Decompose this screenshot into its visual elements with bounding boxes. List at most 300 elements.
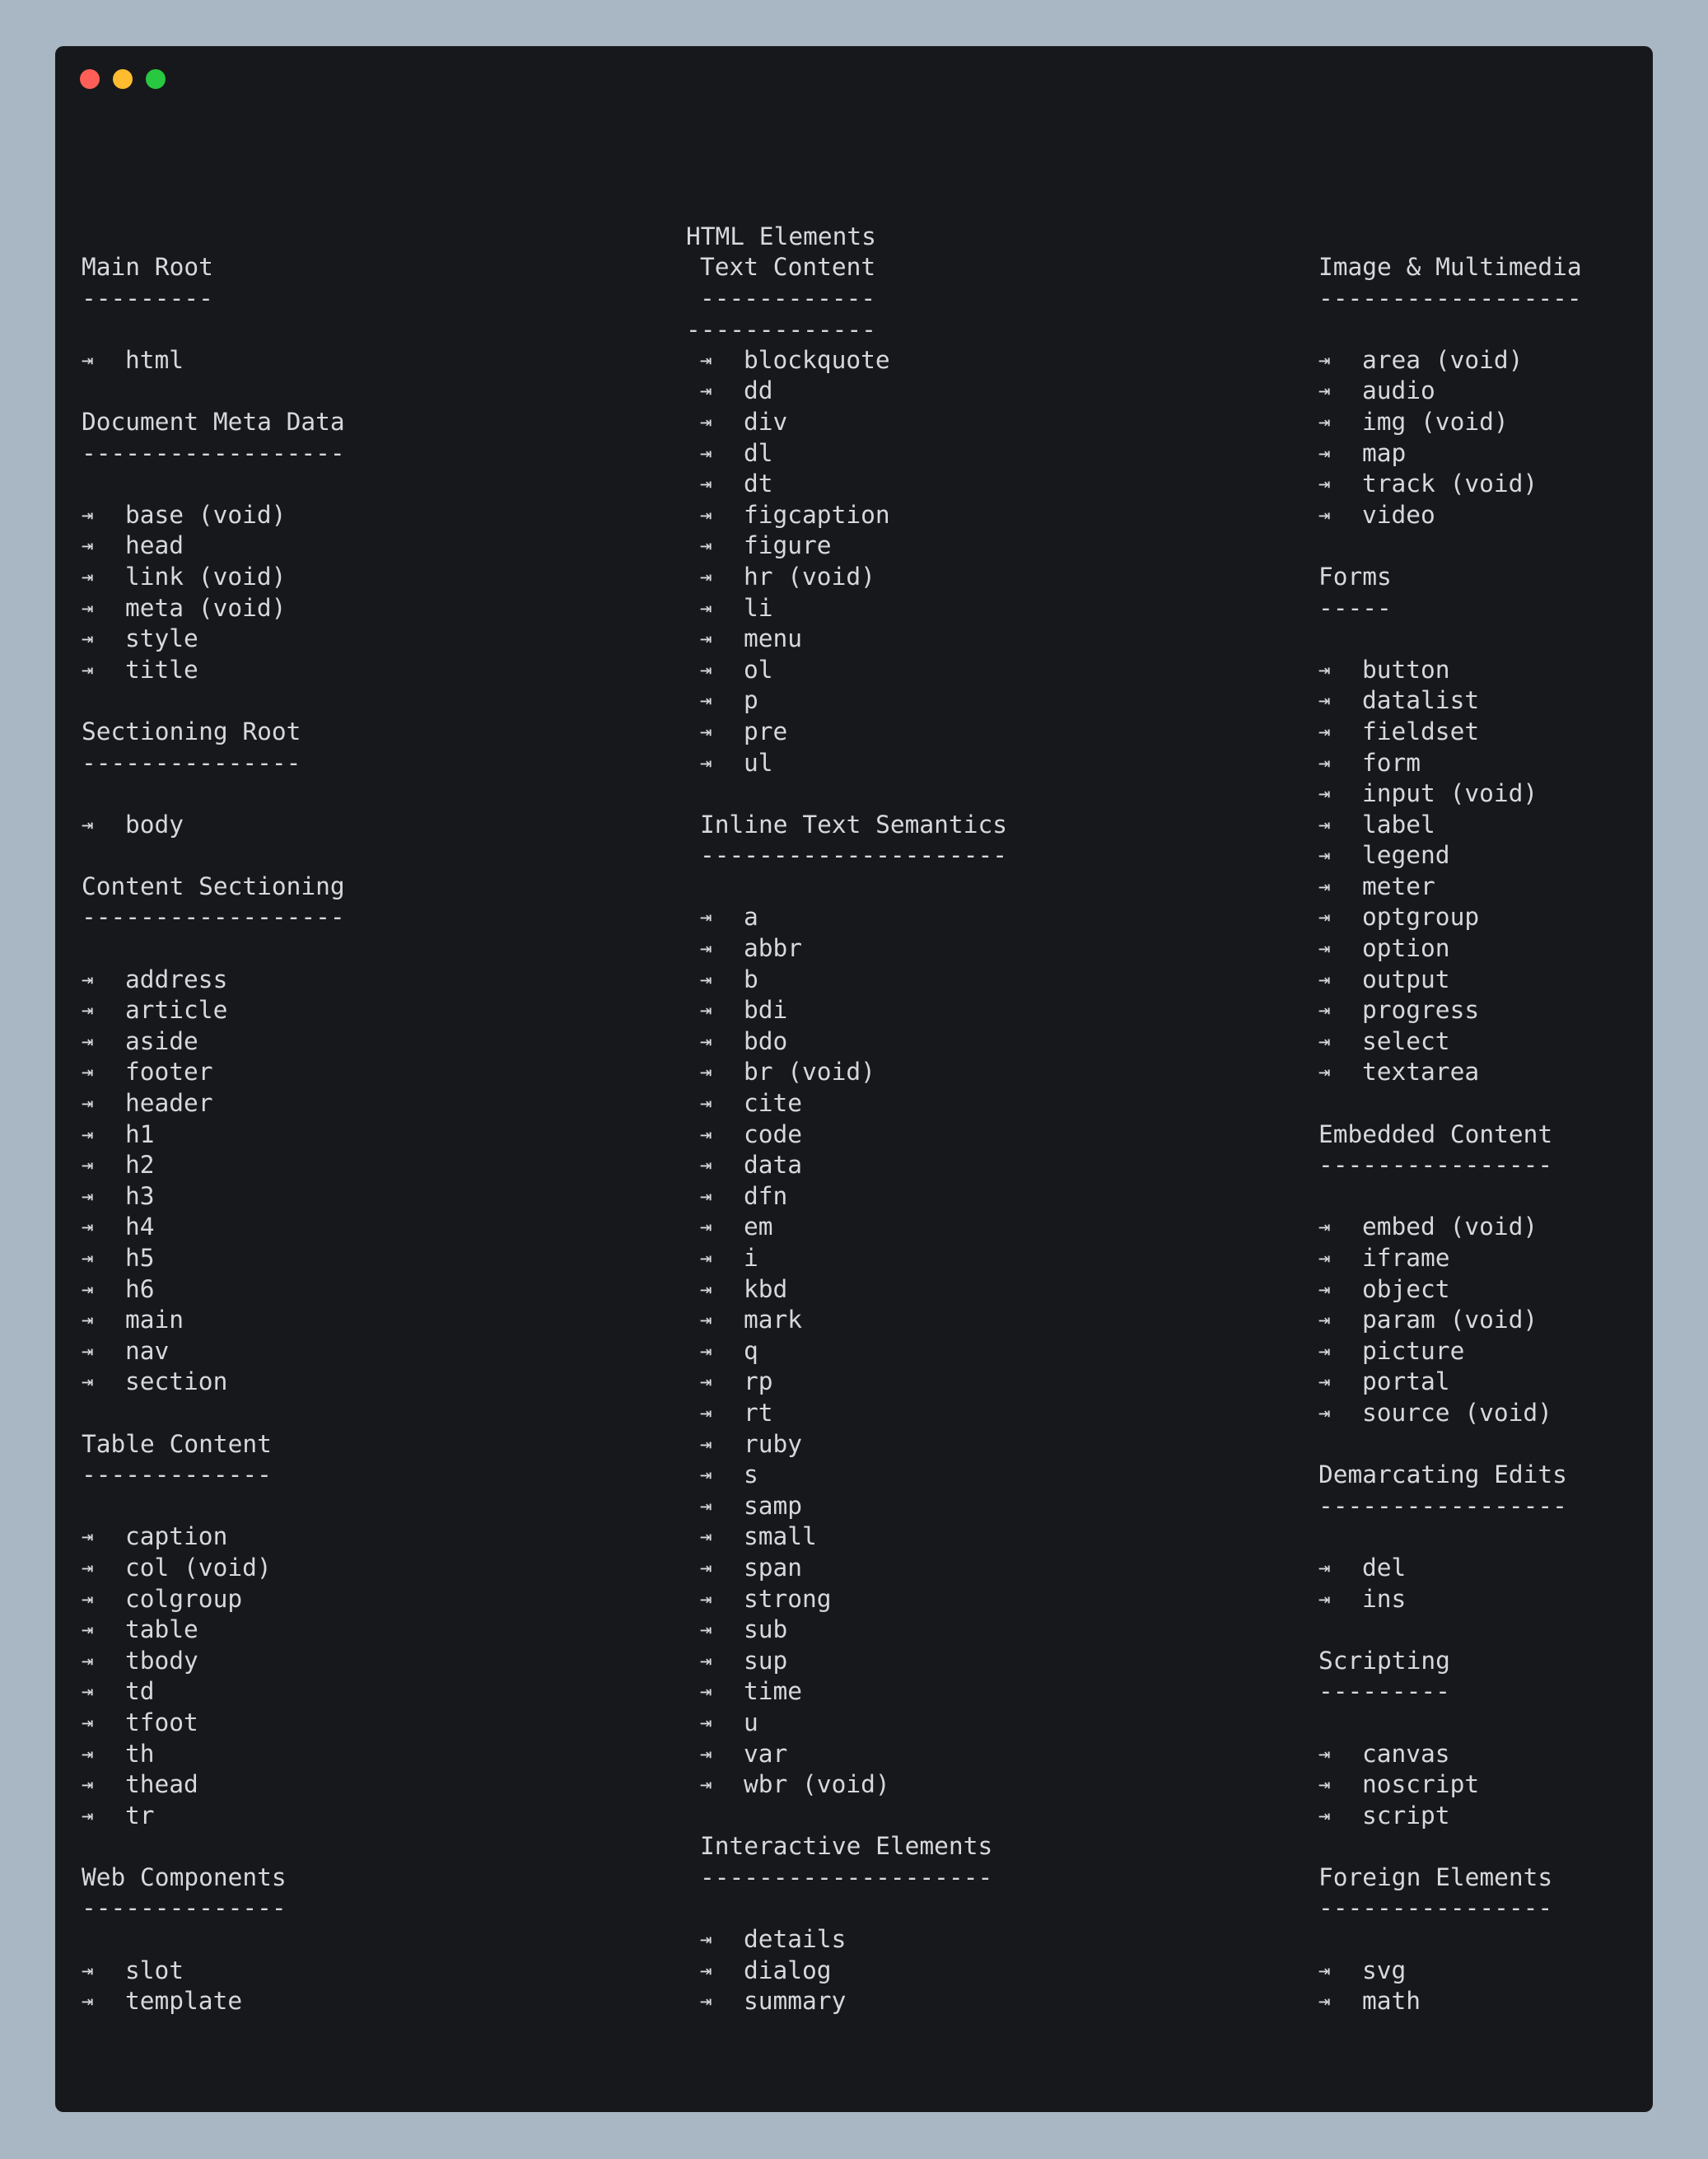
- element-name: i: [744, 1244, 758, 1272]
- list-item: [82, 1646, 345, 1677]
- tab-arrow-icon: ⇥: [82, 1618, 94, 1642]
- list-item: [1318, 1057, 1582, 1088]
- element-name: html: [125, 345, 184, 374]
- list-item: [82, 655, 345, 686]
- tab-arrow-icon: ⇥: [700, 1555, 712, 1579]
- list-item: [82, 1986, 345, 2017]
- tab-arrow-icon: ⇥: [700, 1308, 712, 1332]
- list-item: [700, 1646, 1007, 1677]
- element-name: li: [744, 593, 773, 622]
- tab-arrow-icon: ⇥: [700, 1246, 712, 1269]
- tab-arrow-icon: ⇥: [1318, 348, 1331, 372]
- element-name: rp: [744, 1367, 773, 1396]
- element-name: dfn: [744, 1181, 788, 1210]
- list-item: [82, 1676, 345, 1708]
- group-heading: Document Meta Data: [82, 407, 345, 436]
- list-item: [82, 1708, 345, 1739]
- tab-arrow-icon: ⇥: [1318, 719, 1331, 743]
- list-item: [700, 1460, 1007, 1491]
- tab-arrow-icon: ⇥: [700, 379, 712, 403]
- list-item: [1318, 1212, 1582, 1243]
- list-item: [1318, 1243, 1582, 1274]
- element-name: pre: [744, 717, 788, 745]
- list-item: [82, 1274, 345, 1306]
- element-name: title: [125, 655, 198, 684]
- list-item: [1318, 1367, 1582, 1398]
- tab-arrow-icon: ⇥: [1318, 1989, 1331, 2013]
- tab-arrow-icon: ⇥: [1318, 1741, 1331, 1765]
- tab-arrow-icon: ⇥: [700, 1587, 712, 1610]
- column-3: [1318, 252, 1582, 2048]
- list-item: [1318, 376, 1582, 407]
- list-item: [82, 1801, 345, 1832]
- group-heading-rule: --------------------: [700, 1862, 993, 1891]
- tab-arrow-icon: ⇥: [1318, 750, 1331, 774]
- tab-arrow-icon: ⇥: [1318, 844, 1331, 867]
- element-name: q: [744, 1336, 758, 1365]
- element-name: map: [1362, 438, 1407, 467]
- element-group: [700, 810, 1007, 1801]
- element-name: rt: [744, 1398, 773, 1427]
- element-name: h4: [125, 1213, 155, 1241]
- list-item: [1318, 965, 1582, 996]
- tab-arrow-icon: ⇥: [700, 998, 712, 1022]
- list-item: [1318, 1769, 1582, 1801]
- element-name: dd: [744, 376, 773, 405]
- tab-arrow-icon: ⇥: [82, 348, 94, 372]
- list-item: [1318, 469, 1582, 500]
- element-name: s: [744, 1460, 758, 1489]
- tab-arrow-icon: ⇥: [700, 1339, 712, 1362]
- list-item: [700, 345, 1007, 376]
- list-item: [700, 655, 1007, 686]
- element-group: [1318, 1460, 1582, 1615]
- list-item: [700, 1181, 1007, 1213]
- list-item: [700, 562, 1007, 593]
- tab-arrow-icon: ⇥: [82, 1680, 94, 1703]
- tab-arrow-icon: ⇥: [700, 472, 712, 496]
- column-1: [82, 252, 345, 2048]
- list-item: [82, 1956, 345, 1987]
- tab-arrow-icon: ⇥: [700, 441, 712, 465]
- tab-arrow-icon: ⇥: [700, 1060, 712, 1084]
- list-item: [82, 1181, 345, 1213]
- tab-arrow-icon: ⇥: [82, 1587, 94, 1610]
- list-item: [82, 624, 345, 655]
- element-group: [82, 872, 345, 1398]
- element-name: td: [125, 1677, 155, 1706]
- list-item: [1318, 1801, 1582, 1832]
- tab-arrow-icon: ⇥: [1318, 1555, 1331, 1579]
- element-name: section: [125, 1367, 228, 1396]
- tab-arrow-icon: ⇥: [700, 348, 712, 372]
- list-item: [700, 1336, 1007, 1367]
- tab-arrow-icon: ⇥: [82, 1091, 94, 1115]
- element-group: [700, 1831, 1007, 2017]
- spacer: [1318, 624, 1582, 655]
- list-item: [700, 1119, 1007, 1151]
- list-item: [700, 624, 1007, 655]
- element-name: output: [1362, 965, 1450, 993]
- element-name: ol: [744, 655, 773, 684]
- list-item: [700, 1274, 1007, 1306]
- element-name: ruby: [744, 1429, 803, 1458]
- list-item: [82, 1521, 345, 1553]
- element-name: bdi: [744, 996, 788, 1025]
- element-group: [1318, 252, 1582, 530]
- list-item: [700, 933, 1007, 965]
- list-item: [82, 593, 345, 624]
- element-name: footer: [125, 1058, 213, 1087]
- zoom-button[interactable]: [146, 69, 166, 89]
- element-name: menu: [744, 624, 803, 653]
- tab-arrow-icon: ⇥: [82, 1958, 94, 1982]
- list-item: [82, 1584, 345, 1615]
- close-button[interactable]: [80, 69, 100, 89]
- element-name: a: [744, 903, 758, 932]
- element-name: noscript: [1362, 1770, 1480, 1799]
- tab-arrow-icon: ⇥: [700, 937, 712, 960]
- list-item: [700, 1429, 1007, 1460]
- element-name: head: [125, 531, 184, 560]
- list-item: [82, 1769, 345, 1801]
- element-name: datalist: [1362, 686, 1480, 715]
- tab-arrow-icon: ⇥: [700, 409, 712, 433]
- list-item: [1318, 1986, 1582, 2017]
- list-item: [82, 1212, 345, 1243]
- tab-arrow-icon: ⇥: [82, 1741, 94, 1765]
- tab-arrow-icon: ⇥: [700, 1184, 712, 1208]
- tab-arrow-icon: ⇥: [700, 534, 712, 558]
- list-item: [82, 1088, 345, 1119]
- tab-arrow-icon: ⇥: [700, 905, 712, 929]
- tab-arrow-icon: ⇥: [700, 1463, 712, 1487]
- list-item: [82, 1119, 345, 1151]
- group-heading: Forms: [1318, 562, 1392, 591]
- element-name: abbr: [744, 934, 803, 963]
- list-item: [1318, 872, 1582, 903]
- element-name: source (void): [1362, 1398, 1552, 1427]
- group-heading: Inline Text Semantics: [700, 810, 1007, 839]
- element-group: [82, 1862, 345, 2017]
- list-item: [1318, 717, 1582, 748]
- list-item: [700, 685, 1007, 717]
- tab-arrow-icon: ⇥: [1318, 782, 1331, 806]
- list-item: [82, 1553, 345, 1584]
- group-heading-rule: ---------: [1318, 1677, 1450, 1706]
- list-item: [82, 965, 345, 996]
- tab-arrow-icon: ⇥: [1318, 1246, 1331, 1269]
- list-item: [700, 1769, 1007, 1801]
- element-name: nav: [125, 1336, 170, 1365]
- element-name: template: [125, 1987, 243, 2016]
- spacer: [700, 1893, 1007, 1924]
- element-name: body: [125, 810, 184, 839]
- list-item: [700, 1956, 1007, 1987]
- element-name: article: [125, 996, 228, 1025]
- list-item: [700, 1398, 1007, 1429]
- element-name: ul: [744, 748, 773, 777]
- list-item: [1318, 685, 1582, 717]
- tab-arrow-icon: ⇥: [700, 750, 712, 774]
- element-name: math: [1362, 1987, 1421, 2016]
- group-heading: Demarcating Edits: [1318, 1460, 1567, 1489]
- element-name: b: [744, 965, 758, 993]
- element-name: span: [744, 1553, 803, 1582]
- group-heading: Content Sectioning: [82, 872, 345, 900]
- element-name: base (void): [125, 500, 287, 529]
- tab-arrow-icon: ⇥: [82, 812, 94, 836]
- list-item: [1318, 1305, 1582, 1336]
- group-heading-rule: ---------------------: [700, 841, 1007, 870]
- element-name: track (void): [1362, 470, 1538, 498]
- list-item: [1318, 1584, 1582, 1615]
- list-item: [1318, 1336, 1582, 1367]
- list-item: [1318, 1956, 1582, 1987]
- spacer: [1318, 1924, 1582, 1956]
- list-item: [82, 562, 345, 593]
- list-item: [700, 407, 1007, 438]
- element-name: area (void): [1362, 345, 1524, 374]
- list-item: [1318, 1398, 1582, 1429]
- element-name: dialog: [744, 1956, 832, 1984]
- list-item: [1318, 748, 1582, 779]
- list-item: [700, 438, 1007, 470]
- element-name: u: [744, 1708, 758, 1736]
- group-heading: Image & Multimedia: [1318, 253, 1582, 281]
- group-heading: Interactive Elements: [700, 1832, 993, 1861]
- list-item: [700, 748, 1007, 779]
- tab-arrow-icon: ⇥: [700, 1277, 712, 1301]
- tab-arrow-icon: ⇥: [82, 502, 94, 526]
- tab-arrow-icon: ⇥: [82, 1184, 94, 1208]
- tab-arrow-icon: ⇥: [82, 1555, 94, 1579]
- element-group: [82, 252, 345, 376]
- spacer: [1318, 1708, 1582, 1739]
- element-name: samp: [744, 1491, 803, 1520]
- element-name: object: [1362, 1274, 1450, 1303]
- group-heading-rule: ---------: [82, 283, 213, 312]
- list-item: [700, 995, 1007, 1026]
- tab-arrow-icon: ⇥: [82, 1370, 94, 1394]
- tab-arrow-icon: ⇥: [700, 689, 712, 713]
- tab-arrow-icon: ⇥: [700, 1493, 712, 1517]
- element-name: colgroup: [125, 1584, 243, 1613]
- group-heading-rule: ----------------: [1318, 1894, 1553, 1923]
- list-item: [1318, 1739, 1582, 1770]
- group-heading-rule: ---------------: [82, 748, 301, 777]
- tab-arrow-icon: ⇥: [82, 1989, 94, 2013]
- page-title: HTML Elements: [686, 222, 876, 251]
- spacer: [82, 469, 345, 500]
- tab-arrow-icon: ⇥: [700, 1958, 712, 1982]
- list-item: [1318, 655, 1582, 686]
- tab-arrow-icon: ⇥: [82, 1308, 94, 1332]
- list-item: [700, 1676, 1007, 1708]
- tab-arrow-icon: ⇥: [82, 1773, 94, 1797]
- element-name: wbr (void): [744, 1770, 890, 1799]
- list-item: [700, 376, 1007, 407]
- list-item: [82, 1367, 345, 1398]
- tab-arrow-icon: ⇥: [82, 1215, 94, 1239]
- element-name: div: [744, 407, 788, 436]
- tab-arrow-icon: ⇥: [1318, 1339, 1331, 1362]
- tab-arrow-icon: ⇥: [82, 1803, 94, 1827]
- element-name: progress: [1362, 996, 1480, 1025]
- element-name: sup: [744, 1646, 788, 1675]
- group-heading-rule: -----------------: [1318, 1491, 1567, 1520]
- element-name: cite: [744, 1089, 803, 1118]
- element-name: aside: [125, 1026, 198, 1055]
- list-item: [82, 995, 345, 1026]
- element-group: [1318, 562, 1582, 1088]
- element-name: tfoot: [125, 1708, 198, 1736]
- tab-arrow-icon: ⇥: [700, 1680, 712, 1703]
- tab-arrow-icon: ⇥: [1318, 1370, 1331, 1394]
- element-group: [1318, 1119, 1582, 1429]
- element-name: h3: [125, 1181, 155, 1210]
- list-item: [82, 1026, 345, 1058]
- tab-arrow-icon: ⇥: [1318, 1958, 1331, 1982]
- element-name: h5: [125, 1244, 155, 1272]
- element-name: thead: [125, 1770, 198, 1799]
- element-name: small: [744, 1522, 817, 1551]
- tab-arrow-icon: ⇥: [1318, 1060, 1331, 1084]
- element-name: em: [744, 1213, 773, 1241]
- list-item: [1318, 500, 1582, 531]
- group-heading: Web Components: [82, 1862, 287, 1891]
- element-name: portal: [1362, 1367, 1450, 1396]
- element-name: img (void): [1362, 407, 1509, 436]
- list-item: [1318, 438, 1582, 470]
- list-item: [700, 530, 1007, 562]
- list-item: [1318, 840, 1582, 872]
- element-name: ins: [1362, 1584, 1407, 1613]
- element-name: svg: [1362, 1956, 1407, 1984]
- list-item: [700, 1150, 1007, 1181]
- tab-arrow-icon: ⇥: [82, 967, 94, 991]
- list-item: [700, 1521, 1007, 1553]
- list-item: [1318, 1553, 1582, 1584]
- element-name: option: [1362, 934, 1450, 963]
- list-item: [82, 1057, 345, 1088]
- tab-arrow-icon: ⇥: [700, 967, 712, 991]
- element-name: optgroup: [1362, 903, 1480, 932]
- tab-arrow-icon: ⇥: [1318, 379, 1331, 403]
- tab-arrow-icon: ⇥: [82, 1153, 94, 1177]
- element-name: col (void): [125, 1553, 272, 1582]
- tab-arrow-icon: ⇥: [1318, 967, 1331, 991]
- tab-arrow-icon: ⇥: [82, 596, 94, 619]
- element-name: table: [125, 1615, 198, 1644]
- element-name: br (void): [744, 1058, 875, 1087]
- tab-arrow-icon: ⇥: [1318, 441, 1331, 465]
- list-item: [82, 1336, 345, 1367]
- spacer: [700, 872, 1007, 903]
- tab-arrow-icon: ⇥: [700, 1648, 712, 1672]
- group-heading-rule: --------------: [82, 1894, 287, 1923]
- element-group: [82, 717, 345, 840]
- group-heading-rule: -----: [1318, 593, 1392, 622]
- element-name: legend: [1362, 841, 1450, 870]
- tab-arrow-icon: ⇥: [700, 1928, 712, 1951]
- spacer: [82, 1924, 345, 1956]
- element-name: param (void): [1362, 1306, 1538, 1334]
- element-name: canvas: [1362, 1739, 1450, 1768]
- list-item: [700, 1924, 1007, 1956]
- tab-arrow-icon: ⇥: [82, 627, 94, 651]
- group-heading: Table Content: [82, 1429, 272, 1458]
- tab-arrow-icon: ⇥: [700, 1153, 712, 1177]
- tab-arrow-icon: ⇥: [1318, 689, 1331, 713]
- element-name: audio: [1362, 376, 1435, 405]
- list-item: [1318, 810, 1582, 841]
- tab-arrow-icon: ⇥: [700, 502, 712, 526]
- list-item: [700, 1243, 1007, 1274]
- terminal-window: [55, 46, 1653, 2112]
- tab-arrow-icon: ⇥: [1318, 937, 1331, 960]
- tab-arrow-icon: ⇥: [700, 564, 712, 588]
- tab-arrow-icon: ⇥: [700, 627, 712, 651]
- tab-arrow-icon: ⇥: [700, 1989, 712, 2013]
- list-item: [700, 1305, 1007, 1336]
- element-name: h6: [125, 1274, 155, 1303]
- list-item: [700, 1367, 1007, 1398]
- list-item: [82, 1243, 345, 1274]
- tab-arrow-icon: ⇥: [82, 1277, 94, 1301]
- list-item: [700, 1584, 1007, 1615]
- group-heading: Sectioning Root: [82, 717, 301, 745]
- tab-arrow-icon: ⇥: [82, 1648, 94, 1672]
- tab-arrow-icon: ⇥: [82, 998, 94, 1022]
- list-item: [700, 593, 1007, 624]
- spacer: [700, 314, 1007, 345]
- list-item: [700, 1708, 1007, 1739]
- element-name: meta (void): [125, 593, 287, 622]
- list-item: [1318, 778, 1582, 810]
- list-item: [700, 1026, 1007, 1058]
- element-group: [82, 1429, 345, 1832]
- list-item: [1318, 1274, 1582, 1306]
- tab-arrow-icon: ⇥: [700, 1400, 712, 1424]
- list-item: [700, 1088, 1007, 1119]
- element-name: input (void): [1362, 779, 1538, 808]
- tab-arrow-icon: ⇥: [1318, 1803, 1331, 1827]
- minimize-button[interactable]: [113, 69, 133, 89]
- group-heading: Main Root: [82, 253, 213, 281]
- element-name: textarea: [1362, 1058, 1480, 1087]
- list-item: [700, 469, 1007, 500]
- tab-arrow-icon: ⇥: [1318, 998, 1331, 1022]
- tab-arrow-icon: ⇥: [82, 1060, 94, 1084]
- element-name: blockquote: [744, 345, 890, 374]
- tab-arrow-icon: ⇥: [82, 1029, 94, 1053]
- tab-arrow-icon: ⇥: [82, 1122, 94, 1146]
- tab-arrow-icon: ⇥: [700, 1370, 712, 1394]
- list-item: [1318, 1026, 1582, 1058]
- tab-arrow-icon: ⇥: [700, 1710, 712, 1734]
- element-name: h2: [125, 1151, 155, 1180]
- element-name: summary: [744, 1987, 847, 2016]
- group-heading-rule: ------------------: [82, 438, 345, 467]
- element-name: code: [744, 1119, 803, 1148]
- tab-arrow-icon: ⇥: [82, 534, 94, 558]
- tab-arrow-icon: ⇥: [1318, 502, 1331, 526]
- element-group: [1318, 1646, 1582, 1832]
- tab-arrow-icon: ⇥: [1318, 1277, 1331, 1301]
- element-name: meter: [1362, 872, 1435, 900]
- element-name: form: [1362, 748, 1421, 777]
